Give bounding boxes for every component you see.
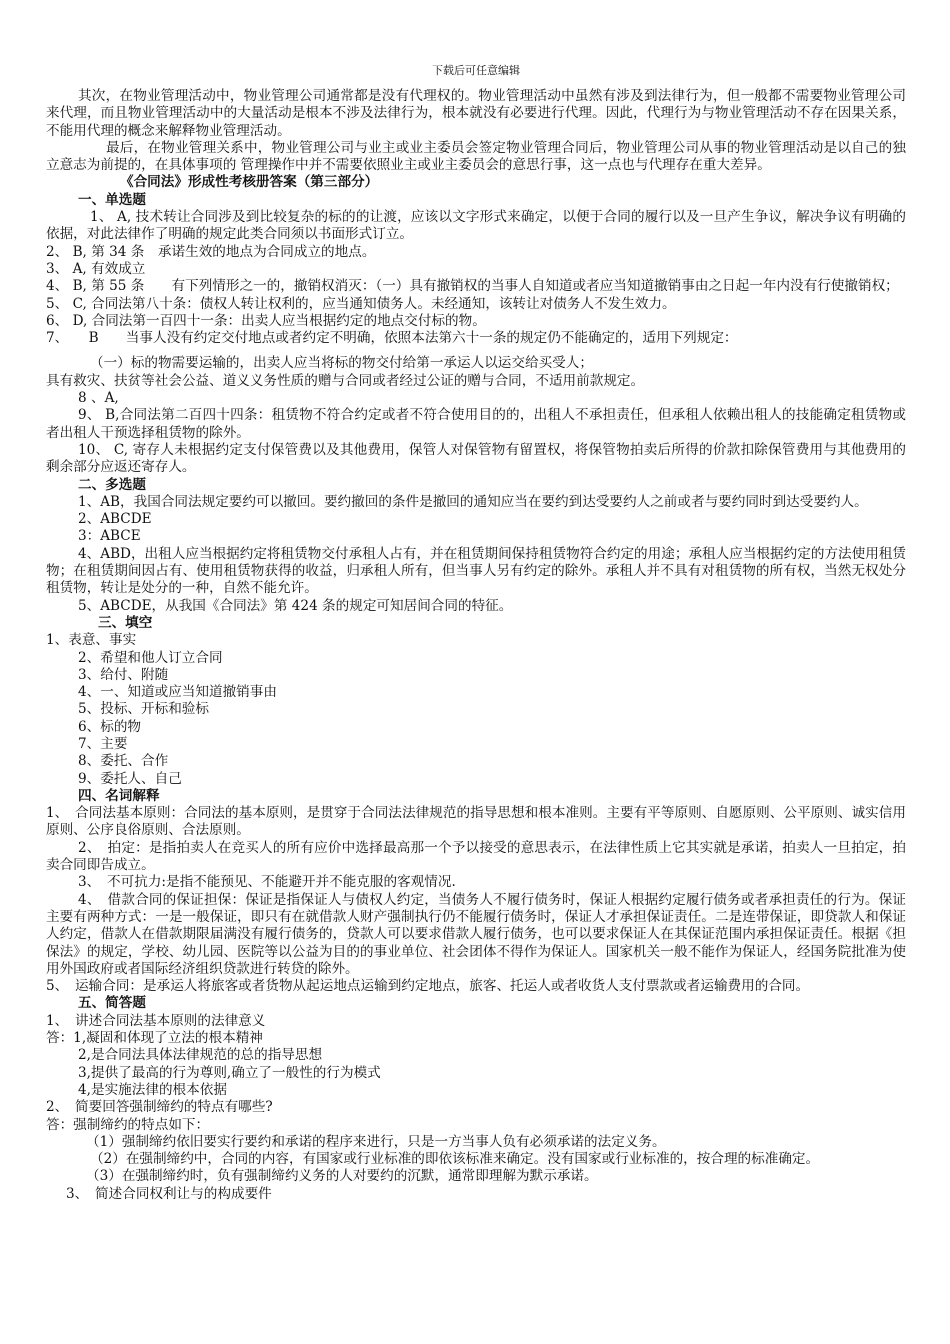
answer-item: 4、ABD，出租人应当根据约定将租赁物交付承租人占有，并在租赁期间保持租赁物符合约定的用途；承租人应当根据约定的方法使用租赁物；在租赁期间因占有、使用租赁物获得的收益，归承租人所有，但当事人另有约定的除外。承租人并不具有对租赁物的所有权，当然无权处分租赁物，转让是处分的一种，自然不能允许。 [46,545,906,597]
answer-item: （3）在强制缔约时，负有强制缔约义务的人对要约的沉默，通常即理解为默示承诺。 [86,1168,598,1185]
answer-item: 3、 A, 有效成立 [46,260,146,277]
answer-item: 答：强制缔约的特点如下： [46,1116,210,1133]
answer-item: 5、投标、开标和验标 [78,701,209,718]
answer-item: 1、AB，我国合同法规定要约可以撤回。要约撤回的条件是撤回的通知应当在要约到达受要约人之前或者与要约同时到达受要约人。 [78,493,868,510]
section-heading-fill-in: 三、填空 [98,614,153,631]
answer-item: 4、 B, 第 55 条 有下列情形之一的，撤销权消灭：（一）具有撤销权的当事人自知道或者应当知道撤销事由之日起一年内没有行使撤销权； [46,278,899,295]
answer-item: 9、 B,合同法第二百四十四条：租赁物不符合约定或者不符合使用目的的，出租人不承担责任，但承租人依赖出租人的技能确定租赁物或者出租人干预选择租赁物的除外。 [46,407,906,441]
answer-item: 3、 简述合同权利让与的构成要件 [66,1185,272,1202]
answer-item: 8 、A, [78,390,119,407]
answer-item: （1）强制缔约依旧要实行要约和承诺的程序来进行，只是一方当事人负有必须承诺的法定义务。 [86,1133,666,1150]
answer-item: 4,是实施法律的根本依据 [78,1081,227,1098]
answer-item: 3、给付、附随 [78,666,169,683]
section-heading-multiple-choice: 二、多选题 [78,476,146,493]
answer-item: 6、标的物 [78,718,142,735]
answer-item: 1、表意、事实 [46,632,137,649]
answer-item: 2、 B, 第 34 条 承诺生效的地点为合同成立的地点。 [46,243,376,260]
answer-item: 7、 B 当事人没有约定交付地点或者约定不明确，依照本法第六十一条的规定仍不能确定的，适用下列规定： [46,330,738,347]
section-heading-short-answer: 五、简答题 [78,995,146,1012]
answer-item: 3、 不可抗力:是指不能预见、不能避开并不能克服的客观情况. [78,874,456,891]
answer-item: 答：1,凝固和体现了立法的根本精神 [46,1030,263,1047]
paragraph-intro-1: 其次，在物业管理活动中，物业管理公司通常都是没有代理权的。物业管理活动中虽然有涉及到法律行为，但一般都不需要物业管理公司来代理，而且物业管理活动中的大量活动是根本不涉及法律行为，根本就没有必要进行代理。因此，代理行为与物业管理活动不存在因果关系，不能用代理的概念来解释物业管理活动。 [46,88,906,139]
answer-item: 1、 A, 技术转让合同涉及到比较复杂的标的的让渡，应该以文字形式来确定，以便于合同的履行以及一旦产生争议，解决争议有明确的依据，对此法律作了明确的规定此类合同须以书面形式订立。 [46,209,906,243]
answer-item: 8、委托、合作 [78,753,169,770]
answer-item: （一）标的物需要运输的，出卖人应当将标的物交付给第一承运人以运交给买受人； [90,355,593,372]
document-title: 《合同法》形成性考核册答案（第三部分） [120,174,379,191]
paragraph-intro-2: 最后，在物业管理关系中，物业管理公司与业主或业主委员会签定物业管理合同后，物业管理公司从事的物业管理活动是以自己的独立意志为前提的，在具体事项的 管理操作中并不需要依照业主或业主委员会的意思行事，这一点也与代理存在重大差异。 [46,139,906,174]
answer-item: 9、委托人、自己 [78,770,182,787]
answer-item: 具有救灾、扶贫等社会公益、道义义务性质的赠与合同或者经过公证的赠与合同，不适用前款规定。 [46,372,645,389]
answer-item: 7、主要 [78,735,128,752]
answer-item: 5、 运输合同：是承运人将旅客或者货物从起运地点运输到约定地点，旅客、托运人或者收货人支付票款或者运输费用的合同。 [46,978,810,995]
answer-item: 4、 借款合同的保证担保：保证是指保证人与债权人约定，当债务人不履行债务时，保证人根据约定履行债务或者承担责任的行为。保证主要有两种方式：一是一般保证，即只有在就借款人财产强制执行仍不能履行债务时，保证人才承担保证责任。二是连带保证，即贷款人和保证人约定，借款人在借款期限届满没有履行债务的，贷款人可以要求借款人履行债务，也可以要求保证人在其保证范围内承担保证责任。根据《担保法》的规定，学校、幼儿园、医院等以公益为目的的事业单位、社会团体不得作为保证人。国家机关一般不能作为保证人，经国务院批准为使用外国政府或者国际经济组织贷款进行转贷的除外。 [46,891,906,977]
answer-item: 2、 拍定：是指拍卖人在竞买人的所有应价中选择最高那一个予以接受的意思表示，在法律性质上它其实就是承诺，拍卖人一旦拍定，拍卖合同即告成立。 [46,839,906,874]
answer-item: 5、 C, 合同法第八十条：债权人转让权利的，应当通知债务人。未经通知，该转让对债务人不发生效力。 [46,295,676,312]
answer-item: 10、 C, 寄存人未根据约定支付保管费以及其他费用，保管人对保管物有留置权，将保管物拍卖后所得的价款扣除保管费用与其他费用的剩余部分应返还寄存人。 [46,441,906,476]
section-heading-single-choice: 一、单选题 [78,191,146,208]
answer-item: 1、 合同法基本原则：合同法的基本原则，是贯穿于合同法法律规范的指导思想和根本准则。主要有平等原则、自愿原则、公平原则、诚实信用原则、公序良俗原则、合法原则。 [46,805,906,839]
answer-item: 6、 D, 合同法第一百四十一条：出卖人应当根据约定的地点交付标的物。 [46,312,486,329]
page-header: 下载后可任意编辑 [432,64,520,77]
answer-item: 2、 简要回答强制缔约的特点有哪些? [46,1099,273,1116]
answer-item: （2）在强制缔约中，合同的内容，有国家或行业标准的即依该标准来确定。没有国家或行业标准的，按合理的标准确定。 [90,1151,820,1168]
answer-item: 5、ABCDE，从我国《合同法》第 424 条的规定可知居间合同的特征。 [78,597,513,614]
answer-item: 3,提供了最高的行为尊则,确立了一般性的行为模式 [78,1064,381,1081]
answer-item: 1、 讲述合同法基本原则的法律意义 [46,1012,266,1029]
section-heading-definitions: 四、名词解释 [78,787,160,804]
answer-item: 2、希望和他人订立合同 [78,649,223,666]
answer-item: 4、一、知道或应当知道撤销事由 [78,684,277,701]
answer-item: 2,是合同法具体法律规范的总的指导思想 [78,1047,323,1064]
answer-item: 3：ABCE [78,528,141,545]
answer-item: 2、ABCDE [78,511,152,528]
